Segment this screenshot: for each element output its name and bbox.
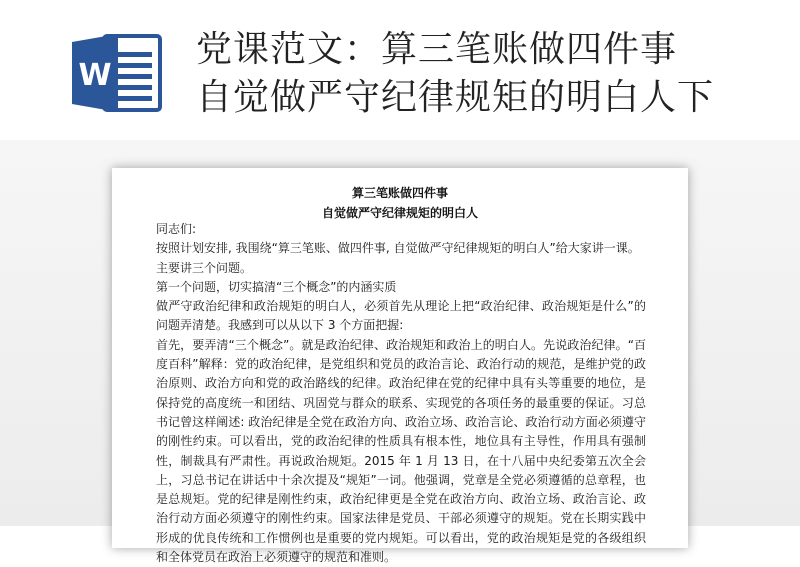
document-page [112,168,688,565]
banner-title-line1: 党课范文：算三笔账做四件事 [196,29,678,70]
paragraph: 首先，要弄清“三个概念”。就是政治纪律、政治规矩和政治上的明白人。先说政治纪律。“百度百科”解释：党的政治纪律，是党组织和党员的政治言论、政治行动的规范，是维护党的政治原则、政治方向和党的政治路线的纪律。政治纪律在党的纪律中具有头等重要的地位，是保持党的高度统一和团结、巩固党与群众的联系、实现党的各项任务的最重要的保证。习总书记曾这样阐述: 政治纪律是全党在政治方向、政治立场、政治言论、政治行动方面必须遵守的刚性约束。可以看出，党的政治纪律的性质具有根本性，地位具有主导性，作用具有强制性，制裁具有严肃性。再说政治规矩。2015 年 1 月 13 日，在十八届中央纪委第五次全会上，习总书记在讲话中十余次提及“规矩”一词。他强调，党章是全党必须遵循的总章程，也是总规矩。党的纪律是刚性约束，政治纪律更是全党在政治方向、政治立场、政治言论、政治行动方面必须遵守的刚性约束。国家法律是党员、干部必须遵守的规矩。党在长期实践中形成的优良传统和工作惯例也是重要的党内规矩。可以看出，党的政治规矩是党的各级组织和全体党员在政治上必须遵守的规范和准则。 [156,337,646,565]
doc-title-line1: 算三笔账做四件事 [351,186,448,200]
banner [0,0,800,150]
banner-title-line2: 自觉做严守纪律规矩的明白人下 [196,77,715,118]
paragraph: 主要讲三个问题。 [156,260,253,275]
paragraph: 按照计划安排, 我围绕“算三笔账、做四件事, 自觉做严守纪律规矩的明白人”给大家讲一课。 [156,241,640,256]
document-body [156,220,646,567]
banner-title [196,26,714,122]
paragraph: 同志们: [156,222,197,236]
paragraph: 第一个问题，切实搞清“三个概念”的内涵实质 [156,279,397,294]
doc-title-line2: 自觉做严守纪律规矩的明白人 [321,206,478,220]
word-icon-letter: W [78,58,112,93]
paragraph: 做严守政治纪律和政治规矩的明白人，必须首先从理论上把“政治纪律、政治规矩是什么”的问题弄清楚。我感到可以从以下 3 个方面把握: [156,299,646,333]
word-document-icon [70,30,166,116]
